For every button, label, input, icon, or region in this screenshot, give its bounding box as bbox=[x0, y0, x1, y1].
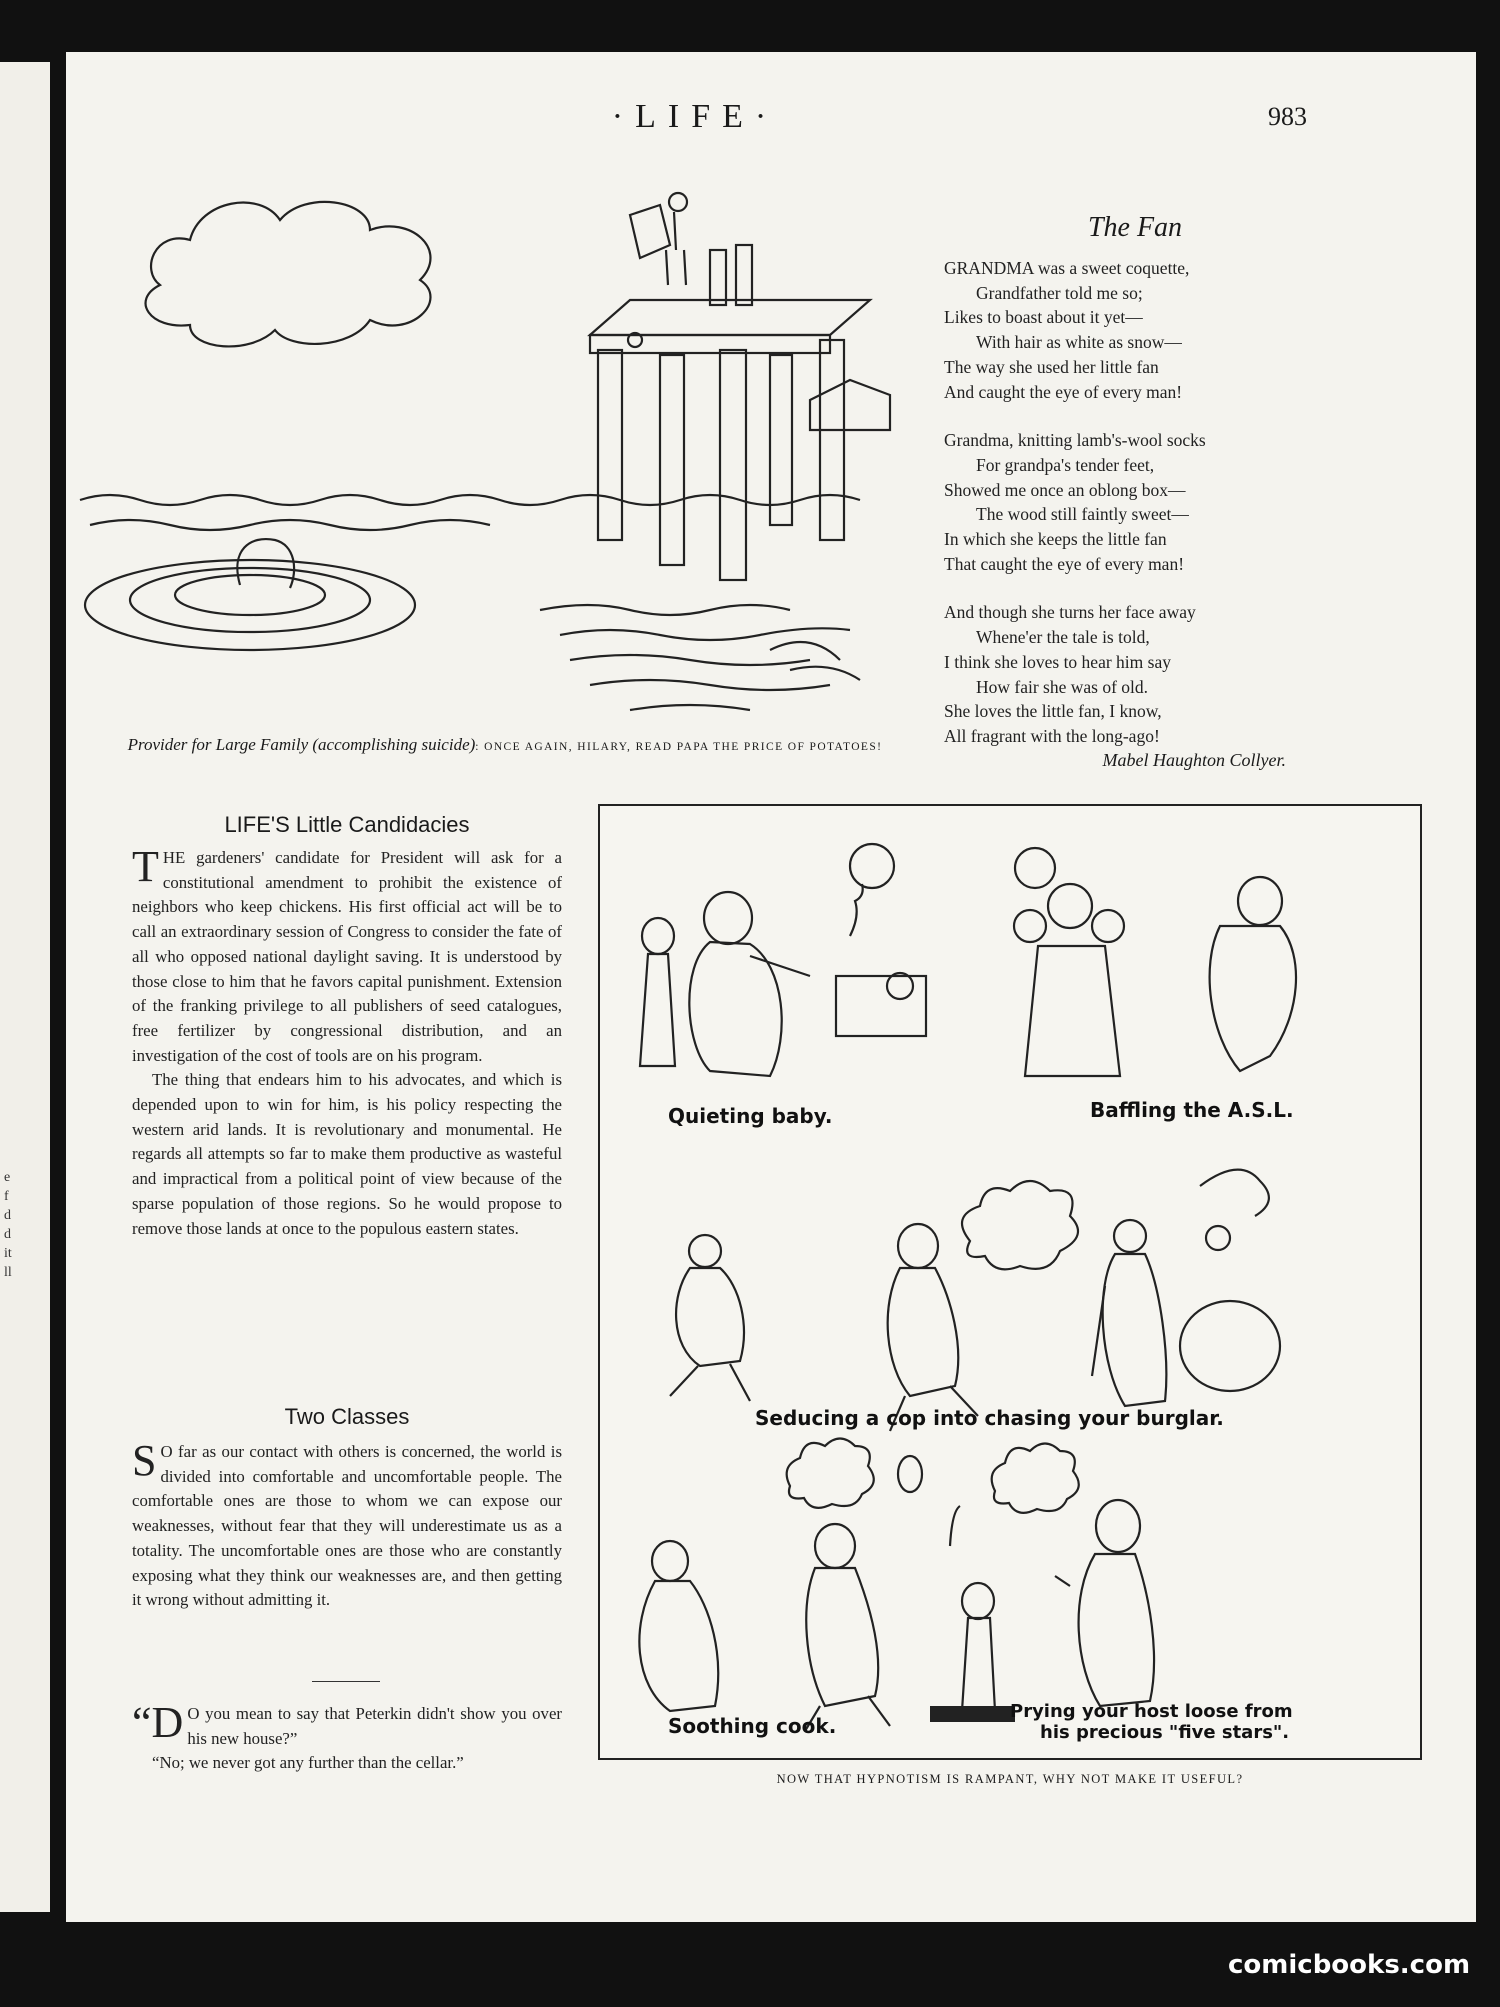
poem-line: GRANDMA was a sweet coquette, bbox=[944, 258, 1190, 278]
poem-title: The Fan bbox=[1087, 212, 1183, 243]
candidacies-body bbox=[132, 842, 562, 1241]
paragraph-text: O far as our contact with others is concerned, the world is divided into comfortable and uncomfortable people. The comfortable ones are those to whom we can expose our weaknesses, without fear that they will underestimate us as a totality. The uncomfortable ones are those who are constantly exposing what they think our weaknesses are, and then getting it wrong without admitting it. bbox=[132, 1442, 562, 1610]
poem-line: All fragrant with the long-ago! bbox=[944, 725, 1160, 746]
poem-line: Likes to boast about it yet— bbox=[944, 307, 1143, 328]
drop-cap: T bbox=[132, 842, 159, 891]
poem-line: Whene'er the tale is told, bbox=[976, 627, 1150, 648]
poem-line: With hair as white as snow— bbox=[976, 332, 1182, 353]
candidacies-paragraph-1 bbox=[132, 842, 562, 1068]
label-seducing-cop: Seducing a cop into chasing your burglar. bbox=[755, 1406, 1224, 1430]
joke-answer: “No; we never got any further than the cellar.” bbox=[152, 1753, 464, 1773]
poem-line: Grandfather told me so; bbox=[976, 282, 1143, 303]
joke-question bbox=[132, 1698, 562, 1751]
label-prying-host-1: Prying your host loose from bbox=[1010, 1701, 1293, 1722]
left-fragment: f bbox=[4, 1189, 9, 1204]
poem-body bbox=[944, 256, 1344, 773]
caption-italic: Provider for Large Family (accomplishing suicide) bbox=[127, 735, 476, 754]
pier-cartoon-caption bbox=[90, 734, 920, 758]
left-page-edge bbox=[0, 62, 50, 1912]
peterkin-joke bbox=[132, 1698, 562, 1776]
candidacies-paragraph-2: The thing that endears him to his advocates, and which is depended upon to win for him, is his policy respecting the western arid lands. It is revolutionary and monumental. He regards all attempts so far to make them productive as wasteful and impractical from a political point of view because of the sparse population of those regions. So he would propose to remove those lands at once to the populous eastern states. bbox=[132, 1070, 562, 1238]
poem-stanza bbox=[944, 600, 1344, 748]
page-number: 983 bbox=[1268, 102, 1307, 131]
poem-stanza bbox=[944, 256, 1344, 404]
section-divider bbox=[312, 1681, 380, 1682]
left-fragment: d bbox=[4, 1227, 11, 1242]
poem-stanza bbox=[944, 428, 1344, 576]
poem-line: In which she keeps the little fan bbox=[944, 529, 1167, 550]
caption-smallcaps: : ONCE AGAIN, HILARY, READ PAPA THE PRICE OF POTATOES! bbox=[475, 741, 883, 753]
poem-line: Grandma, knitting lamb's-wool socks bbox=[944, 430, 1206, 451]
drop-cap: S bbox=[132, 1436, 157, 1485]
label-quieting-baby: Quieting baby. bbox=[668, 1104, 833, 1128]
poem-line: And though she turns her face away bbox=[944, 602, 1196, 623]
poem-line: The wood still faintly sweet— bbox=[976, 504, 1189, 525]
pier-cartoon-illustration bbox=[70, 190, 920, 730]
poem-line: The way she used her little fan bbox=[944, 356, 1159, 377]
label-soothing-cook: Soothing cook. bbox=[668, 1714, 837, 1738]
label-prying-host-2: his precious "five stars". bbox=[1040, 1722, 1290, 1743]
poem-line: And caught the eye of every man! bbox=[944, 381, 1183, 402]
paragraph-text: HE gardeners' candidate for President will ask for a constitutional amendment to prohibit the existence of neighbors who keep chickens. His first official act will be to call an extraordinary session of Congress to consider the fate of all who opposed national daylight saving. It is understood by those close to him that he favors capital punishment. Extension of the franking privilege to all publishers of seed catalogues, free fertilizer by congressional distribution, and an investigation of the cost of tools are on his program. bbox=[132, 848, 562, 1065]
hypnotism-illustrations bbox=[600, 806, 1420, 1758]
poem-line: Showed me once an oblong box— bbox=[944, 479, 1186, 500]
poem-line: That caught the eye of every man! bbox=[944, 553, 1185, 574]
poem-line: For grandpa's tender feet, bbox=[976, 454, 1155, 475]
two-classes-title: Two Classes bbox=[284, 1404, 410, 1429]
two-classes-paragraph bbox=[132, 1436, 562, 1613]
label-baffling-asl: Baffling the A.S.L. bbox=[1090, 1098, 1294, 1122]
magazine-title: ·LIFE· bbox=[611, 98, 779, 135]
hypnotism-cartoon-panel bbox=[598, 804, 1422, 1760]
hypnotism-caption: NOW THAT HYPNOTISM IS RAMPANT, WHY NOT MAKE IT USEFUL? bbox=[776, 1772, 1244, 1786]
poem-line: She loves the little fan, I know, bbox=[944, 701, 1162, 722]
watermark: comicbooks.com bbox=[1228, 1950, 1471, 1980]
two-classes-body bbox=[132, 1436, 562, 1613]
candidacies-title: LIFE'S Little Candidacies bbox=[224, 812, 470, 837]
joke-question-text: O you mean to say that Peterkin didn't show you over his new house?” bbox=[187, 1704, 562, 1748]
drop-cap: “D bbox=[132, 1698, 184, 1747]
left-fragment: it bbox=[4, 1246, 12, 1261]
left-fragment: ll bbox=[4, 1265, 12, 1280]
poem-line: I think she loves to hear him say bbox=[944, 651, 1171, 672]
left-fragment: e bbox=[4, 1170, 11, 1185]
left-fragment: d bbox=[4, 1208, 11, 1223]
poem-line: How fair she was of old. bbox=[976, 676, 1149, 697]
poem-author: Mabel Haughton Collyer. bbox=[1102, 750, 1286, 770]
